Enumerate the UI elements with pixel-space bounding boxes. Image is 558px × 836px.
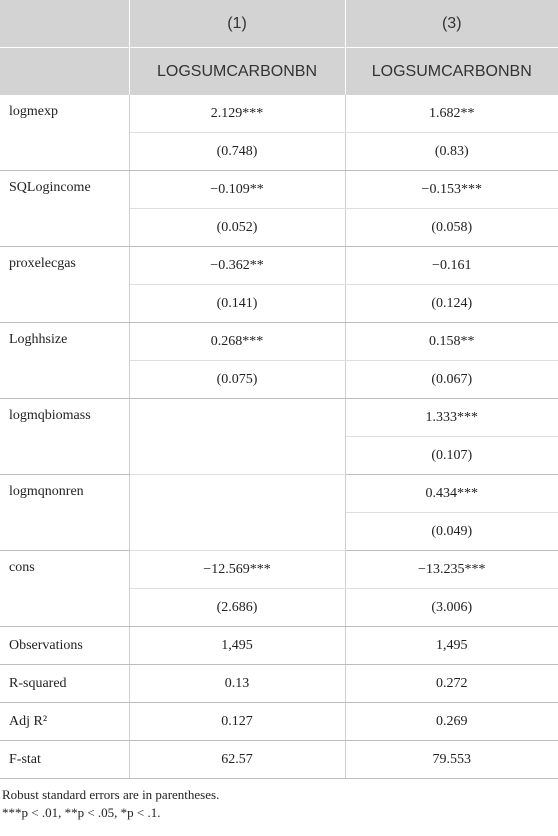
table-body <box>0 95 558 779</box>
header-corner <box>0 0 129 48</box>
row-label: proxelecgas <box>0 247 129 323</box>
stat-label: F-stat <box>0 741 129 779</box>
table-footnote: Robust standard errors are in parentheses. <box>2 787 220 802</box>
dependent-variable-1: LOGSUMCARBONBN <box>129 48 345 96</box>
table-row <box>0 247 558 285</box>
se-cell: (0.124) <box>345 285 558 323</box>
table-row <box>0 551 558 589</box>
stat-label: R-squared <box>0 665 129 703</box>
coef-cell: 2.129*** <box>129 95 345 133</box>
table-row <box>0 475 558 513</box>
stat-cell: 1,495 <box>129 627 345 665</box>
stat-label: Observations <box>0 627 129 665</box>
coef-cell: 0.434*** <box>345 475 558 513</box>
se-cell: (0.107) <box>345 437 558 475</box>
dependent-variable-3: LOGSUMCARBONBN <box>345 48 558 96</box>
empty-cell <box>129 475 345 551</box>
stat-label: Adj R² <box>0 703 129 741</box>
coef-cell: 0.268*** <box>129 323 345 361</box>
row-label: logmqnonren <box>0 475 129 551</box>
se-cell: (0.748) <box>129 133 345 171</box>
coef-cell: 1.333*** <box>345 399 558 437</box>
stat-row <box>0 703 558 741</box>
stat-cell: 62.57 <box>129 741 345 779</box>
table-row <box>0 323 558 361</box>
se-cell: (2.686) <box>129 589 345 627</box>
coef-cell: 0.158** <box>345 323 558 361</box>
se-cell: (0.049) <box>345 513 558 551</box>
se-cell: (0.075) <box>129 361 345 399</box>
coef-cell: −0.153*** <box>345 171 558 209</box>
se-cell: (0.141) <box>129 285 345 323</box>
se-cell: (0.83) <box>345 133 558 171</box>
row-label: logmexp <box>0 95 129 171</box>
stat-row <box>0 665 558 703</box>
column-number-1: (1) <box>129 0 345 48</box>
stat-cell: 79.553 <box>345 741 558 779</box>
coef-cell: −13.235*** <box>345 551 558 589</box>
column-number-3: (3) <box>345 0 558 48</box>
row-label: Loghhsize <box>0 323 129 399</box>
coef-cell: −12.569*** <box>129 551 345 589</box>
stat-cell: 1,495 <box>345 627 558 665</box>
empty-cell <box>129 399 345 475</box>
se-cell: (0.067) <box>345 361 558 399</box>
significance-footnote: ***p < .01, **p < .05, *p < .1. <box>2 805 161 820</box>
stat-row <box>0 627 558 665</box>
stat-cell: 0.272 <box>345 665 558 703</box>
stat-row <box>0 741 558 779</box>
coef-cell: 1.682** <box>345 95 558 133</box>
coef-cell: −0.161 <box>345 247 558 285</box>
table-row <box>0 399 558 437</box>
se-cell: (3.006) <box>345 589 558 627</box>
coef-cell: −0.109** <box>129 171 345 209</box>
row-label: SQLogincome <box>0 171 129 247</box>
row-label: cons <box>0 551 129 627</box>
table-row <box>0 95 558 133</box>
table-row <box>0 171 558 209</box>
stat-cell: 0.127 <box>129 703 345 741</box>
se-cell: (0.052) <box>129 209 345 247</box>
header-corner-2 <box>0 48 129 96</box>
stat-cell: 0.13 <box>129 665 345 703</box>
table-header <box>0 0 558 95</box>
stat-cell: 0.269 <box>345 703 558 741</box>
row-label: logmqbiomass <box>0 399 129 475</box>
se-cell: (0.058) <box>345 209 558 247</box>
coef-cell: −0.362** <box>129 247 345 285</box>
